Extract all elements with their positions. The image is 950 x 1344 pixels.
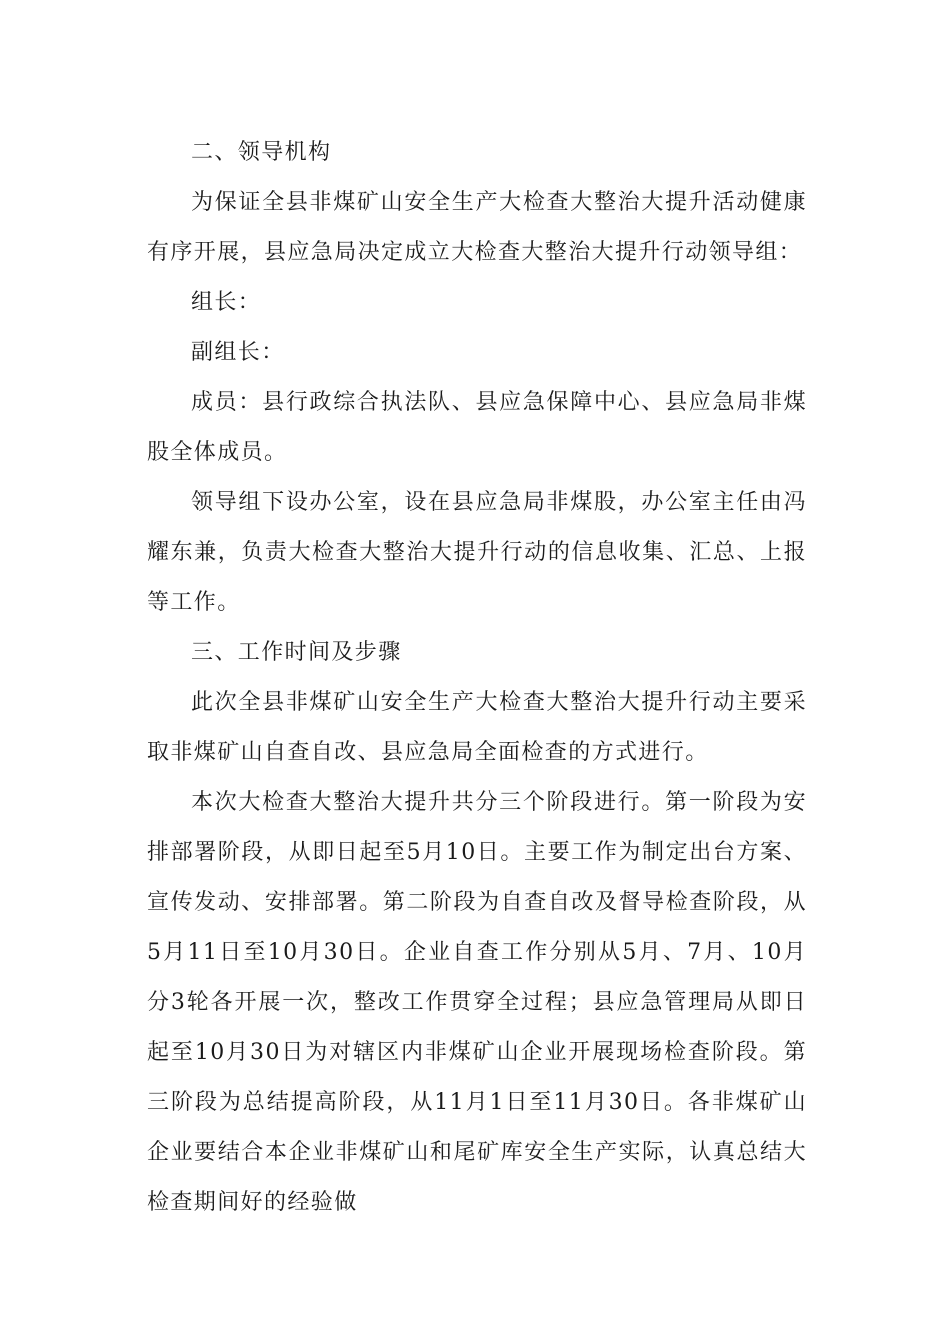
paragraph-members: 成员：县行政综合执法队、县应急保障中心、县应急局非煤股全体成员。 [147, 390, 807, 465]
paragraph-leadership-intro: 为保证全县非煤矿山安全生产大检查大整治大提升活动健康有序开展，县应急局决定成立大检查大整治大提升行动领导组： [147, 190, 807, 265]
document-body [147, 128, 807, 1228]
section-heading-schedule: 三、工作时间及步骤 [191, 640, 402, 665]
paragraph-stages: 本次大检查大整治大提升共分三个阶段进行。第一阶段为安排部署阶段，从即日起至5月10日。主要工作为制定出台方案、宣传发动、安排部署。第二阶段为自查自改及督导检查阶段，从5月11日至10月30日。企业自查工作分别从5月、7月、10月分3轮各开展一次，整改工作贯穿全过程；县应急管理局从即日起至10月30日为对辖区内非煤矿山企业开展现场检查阶段。第三阶段为总结提高阶段，从11月1日至11月30日。各非煤矿山企业要结合本企业非煤矿山和尾矿库安全生产实际，认真总结大检查期间好的经验做 [147, 790, 807, 1215]
paragraph-office: 领导组下设办公室，设在县应急局非煤股，办公室主任由冯耀东兼，负责大检查大整治大提升行动的信息收集、汇总、上报等工作。 [147, 490, 807, 615]
section-heading-leadership: 二、领导机构 [191, 140, 332, 165]
paragraph-group-leader: 组长： [191, 290, 262, 315]
paragraph-deputy-leader: 副组长： [191, 340, 285, 365]
paragraph-method: 此次全县非煤矿山安全生产大检查大整治大提升行动主要采取非煤矿山自查自改、县应急局全面检查的方式进行。 [147, 690, 807, 765]
